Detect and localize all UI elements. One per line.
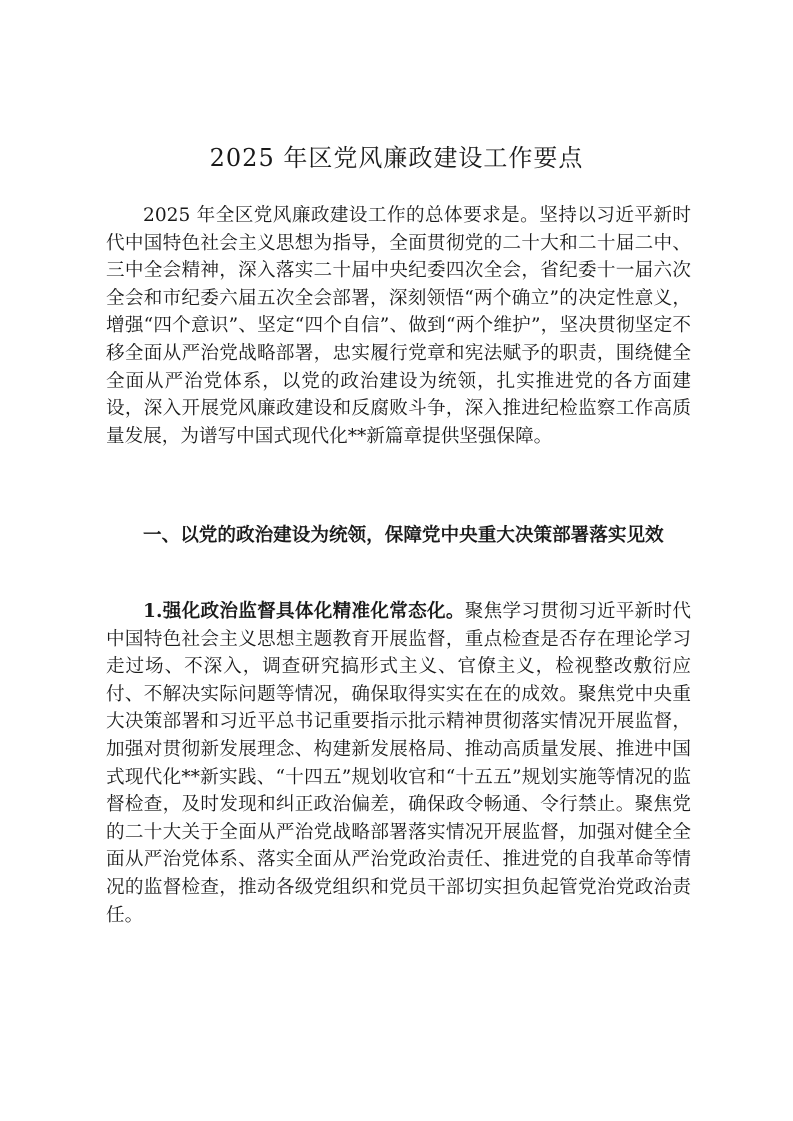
item-body: 聚焦学习贯彻习近平新时代中国特色社会主义思想主题教育开展监督，重点检查是否存在理论学习走过场、不深入，调查研究搞形式主义、官僚主义，检视整改敷衍应付、不解决实际问题等情况，确保取得实实在在的成效。聚焦党中央重大决策部署和习近平总书记重要指示批示精神贯彻落实情况开展监督，加强对贯彻新发展理念、构建新发展格局、推动高质量发展、推进中国式现代化**新实践、“十四五”规划收官和“十五五”规划实施等情况的监督检查，及时发现和纠正政治偏差，确保政令畅通、令行禁止。聚焦党的二十大关于全面从严治党战略部署落实情况开展监督，加强对健全全面从严治党体系、落实全面从严治党政治责任、推进党的自我革命等情况的监督检查，推动各级党组织和党员干部切实担负起管党治党政治责任。	[106, 601, 691, 926]
document-title: 2025 年区党风廉政建设工作要点	[209, 144, 584, 172]
item-paragraph	[106, 598, 691, 929]
intro-paragraph: 2025 年全区党风廉政建设工作的总体要求是。坚持以习近平新时代中国特色社会主义思想为指导，全面贯彻党的二十大和二十届二中、三中全会精神，深入落实二十届中央纪委四次全会，省纪委十一届六次全会和市纪委六届五次全会部署，深刻领悟“两个确立”的决定性意义，增强“四个意识”、坚定“四个自信”、做到“两个维护”，坚决贯彻坚定不移全面从严治党战略部署，忠实履行党章和宪法赋予的职责，围绕健全全面从严治党体系，以党的政治建设为统领，扎实推进党的各方面建设，深入开展党风廉政建设和反腐败斗争，深入推进纪检监察工作高质量发展，为谱写中国式现代化**新篇章提供坚强保障。	[106, 205, 691, 447]
item-lead: 1.强化政治监督具体化精准化常态化。	[143, 601, 465, 622]
section-heading: 一、以党的政治建设为统领，保障党中央重大决策部署落实见效	[143, 525, 664, 546]
